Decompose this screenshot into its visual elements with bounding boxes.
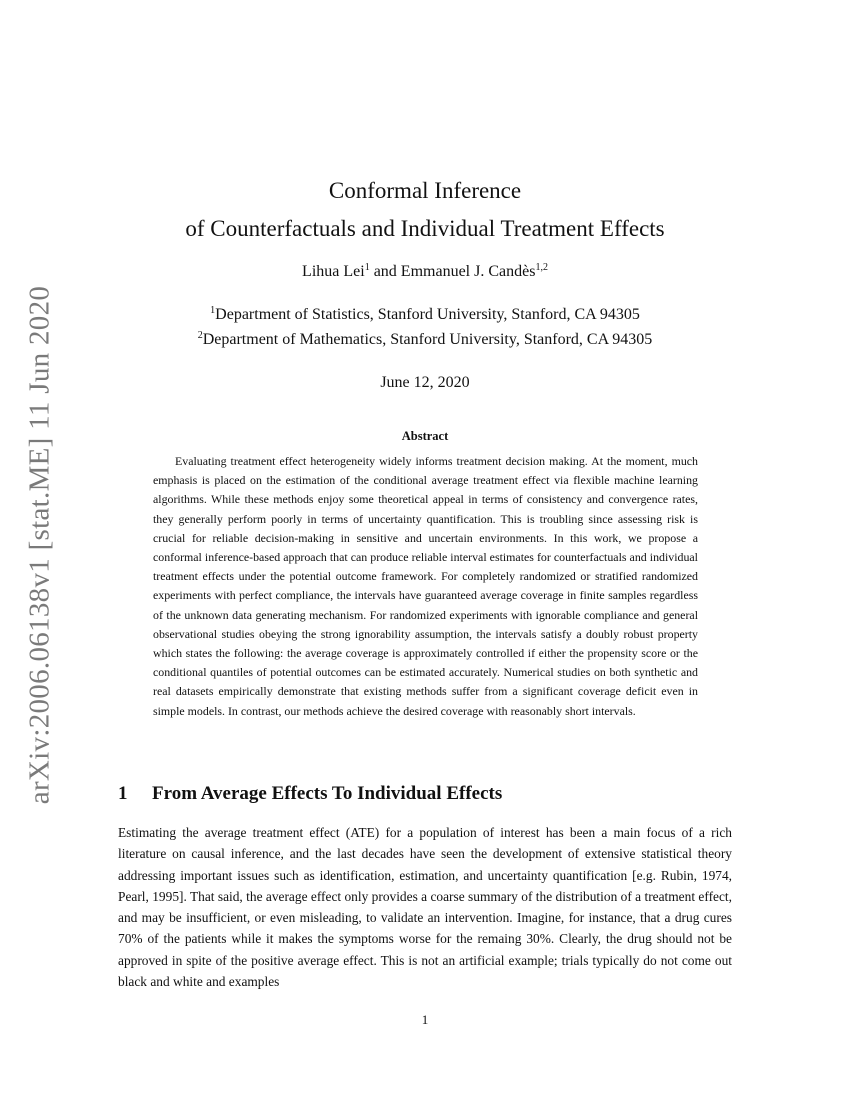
page-number: 1: [421, 1012, 429, 1027]
section-number: 1: [118, 783, 128, 804]
author-connector: and: [369, 263, 401, 280]
author-affiliation-mark: 1,2: [535, 262, 548, 273]
arxiv-identifier: arXiv:2006.06138v1 [stat.ME] 11 Jun 2020: [23, 285, 56, 805]
affiliation-line: [0, 302, 850, 327]
affiliations: [0, 302, 850, 352]
title-line-2: of Counterfactuals and Individual Treatment Effects: [185, 216, 665, 241]
author-name: Lihua Lei: [302, 263, 365, 280]
author-name: Emmanuel J. Candès: [400, 263, 536, 280]
abstract-heading: Abstract: [401, 429, 449, 443]
paper-title: [0, 172, 850, 248]
section-heading: [118, 783, 502, 805]
affiliation-text: Department of Mathematics, Stanford University, Stanford, CA 94305: [202, 331, 653, 348]
section-paragraph: Estimating the average treatment effect (ATE) for a population of interest has been a main focus of a rich literature on causal inference, and the last decades have seen the development of extensive statistical theory addressing important issues such as identification, estimation, and uncertainty quantification [e.g. Rubin, 1974, Pearl, 1995]. That said, the average effect only provides a coarse summary of the distribution of a treatment effect, and may be insufficient, or even misleading, to validate an intervention. Imagine, for instance, that a drug cures 70% of the patients while it makes the symptoms worse for the remaing 30%. Clearly, the drug should not be approved in spite of the positive average effect. This is not an artificial example; trials typically do not come out black and white and examples: [118, 825, 732, 990]
abstract-body: Evaluating treatment effect heterogeneity widely informs treatment decision making. At the moment, much emphasis is placed on the estimation of the conditional average treatment effect via flexible machine learning algorithms. While these methods enjoy some theoretical appeal in terms of consistency and convergence rates, they generally perform poorly in terms of uncertainty quantification. This is troubling since assessing risk is crucial for reliable decision-making in sensitive and uncertain environments. In this work, we propose a conformal inference-based approach that can produce reliable interval estimates for counterfactuals and individual treatment effects under the potential outcome framework. For completely randomized or stratified randomized experiments with perfect compliance, the intervals have guaranteed average coverage in finite samples regardless of the unknown data generating mechanism. For randomized experiments with ignorable compliance and general observational studies obeying the strong ignorability assumption, the intervals satisfy a doubly robust property which states the following: the average coverage is approximately controlled if either the propensity score or the conditional quantiles of potential outcomes can be estimated accurately. Numerical studies on both synthetic and real datasets empirically demonstrate that existing methods suffer from a significant coverage deficit even in simple models. In contrast, our methods achieve the desired coverage with reasonably short intervals.: [153, 454, 698, 718]
affiliation-mark: 2: [197, 330, 203, 341]
author-list: [0, 263, 850, 281]
affiliation-line: [0, 327, 850, 352]
publication-date: June 12, 2020: [380, 374, 470, 391]
section-title: From Average Effects To Individual Effects: [152, 783, 503, 804]
title-line-1: Conformal Inference: [328, 178, 522, 203]
author-affiliation-mark: 1: [364, 262, 370, 273]
affiliation-mark: 1: [210, 305, 216, 316]
affiliation-text: Department of Statistics, Stanford University, Stanford, CA 94305: [215, 306, 640, 323]
